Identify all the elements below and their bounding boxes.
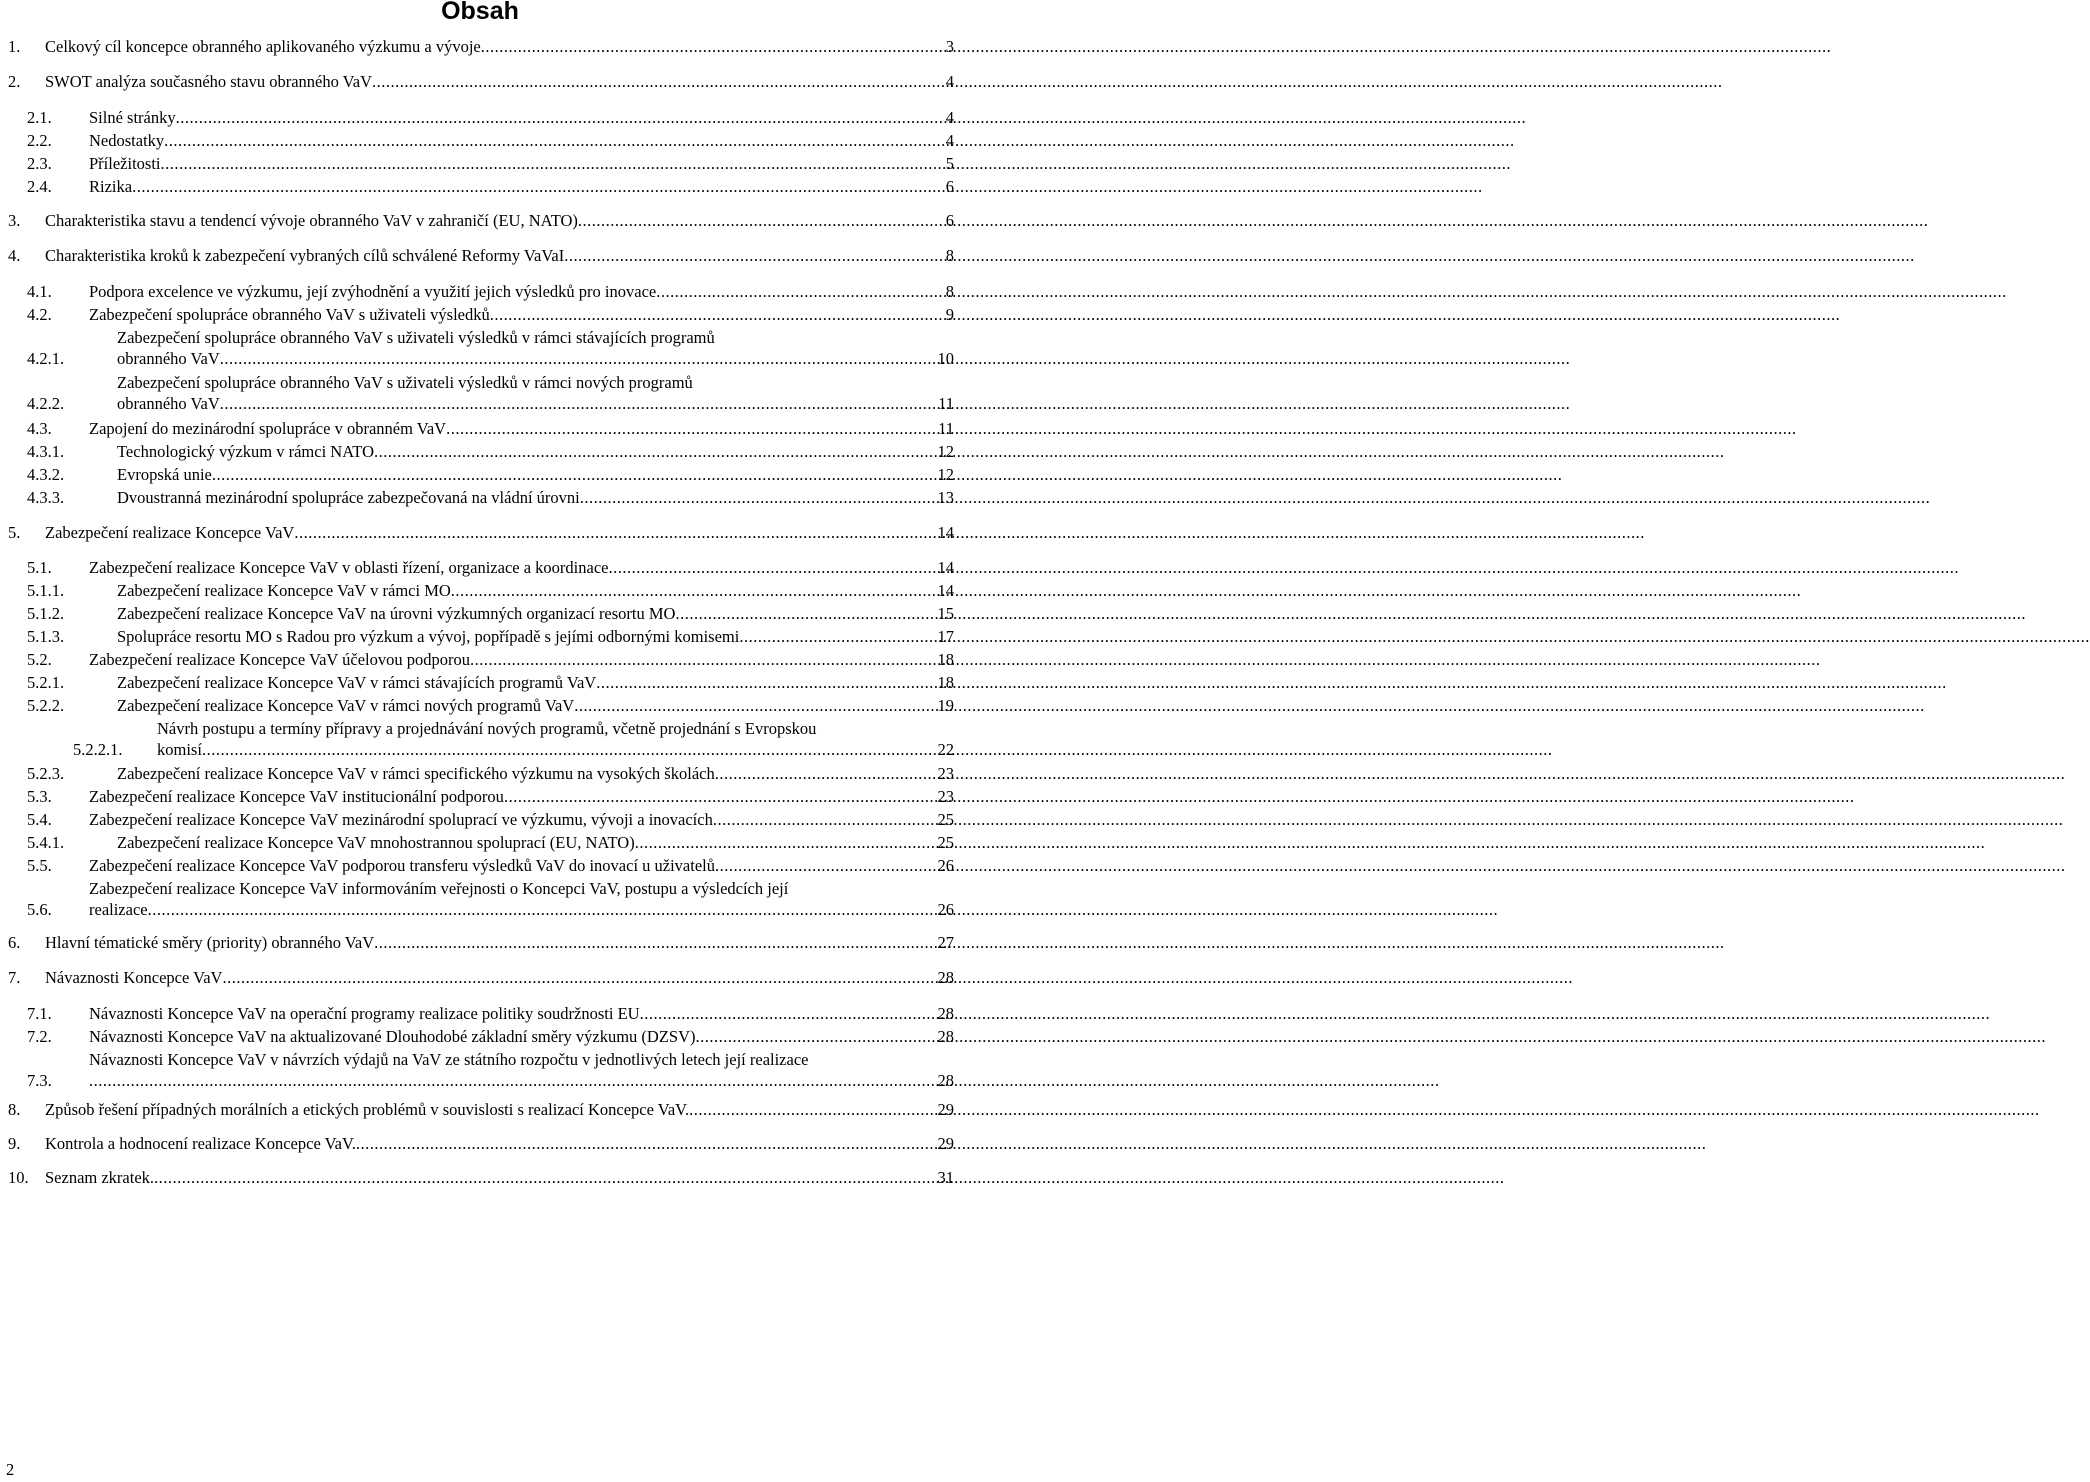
toc-entry-number: 6. [8, 933, 21, 952]
toc-entry[interactable] [27, 107, 954, 128]
toc-dot-leader [578, 210, 944, 231]
toc-entry-text: Zabezpečení realizace Koncepce VaV v rámci stávajících programů VaV [117, 673, 597, 692]
toc-dot-leader [294, 522, 935, 543]
toc-entry[interactable] [8, 210, 954, 231]
toc-dot-leader [356, 1133, 936, 1154]
toc-entry-page: 18 [937, 650, 954, 669]
toc-dot-leader [574, 695, 935, 716]
toc-entry-number: 5.1. [27, 558, 52, 577]
toc-entry[interactable] [27, 603, 954, 624]
toc-dot-leader [372, 71, 944, 92]
toc-entry-number: 4.2. [27, 305, 52, 324]
toc-entry-page: 28 [937, 1071, 954, 1090]
toc-entry[interactable] [27, 176, 954, 197]
toc-entry-text: Příležitosti [89, 154, 161, 173]
toc-entry[interactable] [8, 245, 954, 266]
toc-entry-text: Kontrola a hodnocení realizace Koncepce VaV. [45, 1134, 356, 1153]
toc-dot-leader [374, 441, 936, 462]
toc-entry-number: 1. [8, 37, 21, 56]
toc-entry-text: Hlavní tématické směry (priority) obranného VaV [45, 933, 375, 952]
toc-entry-number: 9. [8, 1134, 21, 1153]
toc-entry[interactable] [27, 441, 954, 462]
toc-dot-leader [596, 672, 935, 693]
toc-dot-leader [89, 1070, 936, 1091]
toc-entry[interactable] [27, 763, 954, 784]
toc-entry-text: Zabezpečení realizace Koncepce VaV podporou transferu výsledků VaV do inovací u uživatelů [89, 856, 716, 875]
toc-entry[interactable] [27, 487, 954, 508]
toc-entry-text: Zabezpečení realizace Koncepce VaV v rámci MO [117, 581, 451, 600]
toc-entry-number: 5.1.2. [27, 604, 65, 623]
toc-dot-leader [470, 649, 936, 670]
toc-entry-number: 4.3.3. [27, 488, 65, 507]
toc-entry[interactable] [8, 967, 954, 988]
toc-entry-page: 25 [937, 810, 954, 829]
toc-entry-text: Způsob řešení případných morálních a etických problémů v souvislosti s realizací Koncepce VaV. [45, 1100, 690, 1119]
toc-entry-text: Zabezpečení spolupráce obranného VaV s uživateli výsledků v rámci stávajících programů [117, 328, 715, 347]
toc-entry[interactable] [27, 649, 954, 670]
toc-entry[interactable] [27, 1026, 954, 1047]
page-number: 2 [6, 1460, 15, 1479]
page-title: Obsah [441, 0, 519, 25]
toc-entry[interactable] [27, 878, 954, 920]
toc-entry-number: 5.6. [27, 900, 52, 919]
toc-entry-text: Celkový cíl koncepce obranného aplikovaného výzkumu a vývoje [45, 37, 481, 56]
toc-entry-number: 2.3. [27, 154, 52, 173]
toc-entry-text: Zabezpečení realizace Koncepce VaV institucionální podporou [89, 787, 504, 806]
toc-entry-page: 4 [945, 72, 954, 91]
toc-entry[interactable] [27, 809, 954, 830]
toc-entry-number: 5.2.2.1. [73, 740, 123, 759]
toc-entry-number: 5.4.1. [27, 833, 65, 852]
toc-entry[interactable] [27, 153, 954, 174]
toc-dot-leader [689, 1099, 935, 1120]
toc-entry-text: Návaznosti Koncepce VaV v návrzích výdajů na VaV ze státního rozpočtu v jednotlivých letech její realizace [89, 1050, 809, 1069]
toc-entry-number: 5.2.2. [27, 696, 65, 715]
toc-entry-number: 10. [8, 1168, 29, 1187]
toc-entry-number: 5.3. [27, 787, 52, 806]
toc-entry-page: 4 [945, 131, 954, 150]
toc-entry-text: Seznam zkratek. [45, 1168, 155, 1187]
toc-entry-text: Zabezpečení realizace Koncepce VaV mnohostrannou spoluprací (EU, NATO) [117, 833, 635, 852]
toc-entry-text: Zabezpečení realizace Koncepce VaV účelovou podporou [89, 650, 470, 669]
toc-entry[interactable] [27, 672, 954, 693]
toc-entry-page: 31 [937, 1168, 954, 1187]
toc-entry[interactable] [27, 580, 954, 601]
toc-entry-number: 7. [8, 968, 21, 987]
toc-entry-page: 26 [937, 900, 954, 919]
toc-dot-leader [580, 487, 936, 508]
toc-dot-leader [696, 1026, 936, 1047]
toc-entry-page: 17 [937, 627, 954, 646]
toc-dot-leader [713, 809, 936, 830]
toc-entry-number: 4.1. [27, 282, 52, 301]
toc-entry-number: 4.3.1. [27, 442, 65, 461]
toc-entry-text: Nedostatky [89, 131, 165, 150]
toc-dot-leader [564, 245, 944, 266]
toc-entry-text-continued: realizace [89, 900, 148, 919]
toc-dot-leader [715, 763, 936, 784]
toc-entry-number: 2.2. [27, 131, 52, 150]
toc-entry-text: Zabezpečení realizace Koncepce VaV [45, 523, 295, 542]
toc-entry-page: 25 [937, 833, 954, 852]
toc-dot-leader [481, 36, 944, 57]
toc-entry-number: 8. [8, 1100, 21, 1119]
toc-entry-number: 4.3. [27, 419, 52, 438]
toc-entry-number: 5.2.1. [27, 673, 65, 692]
toc-entry[interactable] [27, 1003, 954, 1024]
toc-entry[interactable] [8, 71, 954, 92]
toc-entry-number: 5.4. [27, 810, 52, 829]
toc-dot-leader [164, 130, 944, 151]
toc-dot-leader [154, 1167, 935, 1188]
toc-entry[interactable] [8, 36, 954, 57]
toc-entry-page: 29 [937, 1100, 954, 1119]
toc-dot-leader [132, 176, 944, 197]
toc-entry-page: 28 [937, 1027, 954, 1046]
toc-entry-page: 28 [937, 968, 954, 987]
toc-entry[interactable] [27, 372, 954, 414]
toc-entry-text: Zabezpečení realizace Koncepce VaV informováním veřejnosti o Koncepci VaV, postupu a výsledcích její [89, 879, 789, 898]
toc-entry-number: 4.2.2. [27, 394, 65, 413]
toc-entry[interactable] [27, 626, 954, 647]
toc-dot-leader [715, 855, 935, 876]
toc-entry-page: 27 [937, 933, 954, 952]
toc-entry-text: Charakteristika kroků k zabezpečení vybraných cílů schválené Reformy VaVaI [45, 246, 565, 265]
toc-entry-number: 5.2.3. [27, 764, 65, 783]
toc-entry-page: 26 [937, 856, 954, 875]
toc-entry-text: Rizika [89, 177, 133, 196]
toc-dot-leader [608, 557, 935, 578]
toc-entry-text: Silné stránky [89, 108, 176, 127]
toc-entry-number: 2.1. [27, 108, 52, 127]
toc-entry-number: 5. [8, 523, 21, 542]
toc-dot-leader [675, 603, 935, 624]
toc-entry-text: Dvoustranná mezinárodní spolupráce zabezpečovaná na vládní úrovni [117, 488, 580, 507]
toc-entry[interactable] [27, 130, 954, 151]
toc-dot-leader [202, 739, 936, 760]
toc-entry-page: 12 [937, 465, 954, 484]
toc-entry-page: 9 [945, 305, 954, 324]
toc-entry-number: 2.4. [27, 177, 52, 196]
toc-entry-page: 10 [937, 349, 954, 368]
toc-entry-text: Zabezpečení realizace Koncepce VaV v oblasti řízení, organizace a koordinace [89, 558, 609, 577]
toc-entry[interactable] [27, 557, 954, 578]
toc-entry-text: Zabezpečení realizace Koncepce VaV v rámci nových programů VaV [117, 696, 575, 715]
toc-dot-leader [148, 899, 936, 920]
toc-entry-number: 4.2.1. [27, 349, 65, 368]
toc-entry-page: 18 [937, 673, 954, 692]
toc-entry-text: SWOT analýza současného stavu obranného VaV [45, 72, 373, 91]
toc-entry-text-continued: obranného VaV [117, 394, 220, 413]
toc-entry-text: Zabezpečení spolupráce obranného VaV s uživateli výsledků [89, 305, 490, 324]
toc-entry[interactable] [8, 1167, 954, 1188]
toc-entry-page: 4 [945, 108, 954, 127]
toc-entry-text: Evropská unie [117, 465, 212, 484]
toc-entry-text: Návaznosti Koncepce VaV na operační programy realizace politiky soudržnosti EU [89, 1004, 640, 1023]
toc-entry-text-continued: komisí [157, 740, 202, 759]
toc-entry-page: 28 [937, 1004, 954, 1023]
toc-entry-number: 3. [8, 211, 21, 230]
toc-entry-number: 5.5. [27, 856, 52, 875]
toc-dot-leader [446, 418, 936, 439]
toc-entry-text: Zabezpečení realizace Koncepce VaV v rámci specifického výzkumu na vysokých školách [117, 764, 715, 783]
toc-entry-page: 19 [937, 696, 954, 715]
toc-entry-text: Zapojení do mezinárodní spolupráce v obranném VaV [89, 419, 447, 438]
toc-entry-page: 23 [937, 764, 954, 783]
toc-dot-leader [212, 464, 936, 485]
toc-entry-number: 4.3.2. [27, 465, 65, 484]
toc-entry-page: 8 [945, 246, 954, 265]
toc-dot-leader [374, 932, 935, 953]
toc-dot-leader [222, 967, 935, 988]
toc-entry[interactable] [73, 718, 954, 760]
toc-entry-text: Návaznosti Koncepce VaV [45, 968, 223, 987]
toc-entry-page: 5 [945, 154, 954, 173]
toc-entry-number: 4. [8, 246, 21, 265]
toc-entry[interactable] [27, 281, 954, 302]
toc-entry-page: 14 [937, 523, 954, 542]
toc-entry-page: 15 [937, 604, 954, 623]
toc-entry-page: 29 [937, 1134, 954, 1153]
toc-dot-leader [656, 281, 944, 302]
toc-entry[interactable] [8, 522, 954, 543]
toc-entry[interactable] [8, 932, 954, 953]
toc-dot-leader [451, 580, 936, 601]
toc-dot-leader [220, 393, 936, 414]
toc-entry-number: 5.1.1. [27, 581, 65, 600]
toc-entry[interactable] [8, 1133, 954, 1154]
toc-dot-leader [504, 786, 936, 807]
toc-entry[interactable] [27, 786, 954, 807]
toc-entry-number: 5.1.3. [27, 627, 65, 646]
toc-dot-leader [220, 348, 936, 369]
toc-entry-number: 7.1. [27, 1004, 52, 1023]
toc-entry[interactable] [8, 1099, 954, 1120]
toc-entry-text-continued: obranného VaV [117, 349, 220, 368]
toc-entry-text: Zabezpečení realizace Koncepce VaV na úrovni výzkumných organizací resortu MO [117, 604, 676, 623]
toc-entry-page: 11 [938, 394, 954, 413]
toc-entry-number: 2. [8, 72, 21, 91]
toc-entry-number: 5.2. [27, 650, 52, 669]
toc-entry[interactable] [27, 832, 954, 853]
toc-entry[interactable] [27, 1049, 954, 1091]
toc-entry[interactable] [27, 418, 954, 439]
toc-entry-number: 7.2. [27, 1027, 52, 1046]
toc-entry-text: Zabezpečení spolupráce obranného VaV s uživateli výsledků v rámci nových programů [117, 373, 693, 392]
toc-entry-text: Návaznosti Koncepce VaV na aktualizované Dlouhodobé základní směry výzkumu (DZSV) [89, 1027, 696, 1046]
toc-entry-text: Spolupráce resortu MO s Radou pro výzkum a vývoj, popřípadě s jejími odbornými komisemi [117, 627, 740, 646]
toc-entry-page: 14 [937, 558, 954, 577]
toc-dot-leader [640, 1003, 936, 1024]
toc-entry[interactable] [27, 695, 954, 716]
toc-entry-text: Technologický výzkum v rámci NATO [117, 442, 374, 461]
toc-entry-text: Charakteristika stavu a tendencí vývoje obranného VaV v zahraničí (EU, NATO) [45, 211, 578, 230]
toc-entry-text: Zabezpečení realizace Koncepce VaV mezinárodní spoluprací ve výzkumu, vývoji a inovacích [89, 810, 713, 829]
toc-entry[interactable] [27, 855, 954, 876]
toc-entry-text: Návrh postupu a termíny přípravy a projednávání nových programů, včetně projednání s Evropskou [157, 719, 817, 738]
toc-dot-leader [176, 107, 944, 128]
toc-entry-page: 3 [945, 37, 954, 56]
toc-entry-page: 8 [945, 282, 954, 301]
toc-entry-page: 6 [945, 177, 954, 196]
toc-entry-page: 23 [937, 787, 954, 806]
toc-dot-leader [161, 153, 944, 174]
toc-entry[interactable] [27, 464, 954, 485]
toc-dot-leader [739, 626, 935, 647]
toc-entry-number: 7.3. [27, 1071, 52, 1090]
toc-entry-page: 13 [937, 488, 954, 507]
toc-entry[interactable] [27, 304, 954, 325]
toc-dot-leader [635, 832, 936, 853]
toc-entry-page: 12 [937, 442, 954, 461]
toc-dot-leader [490, 304, 944, 325]
toc-entry-text: Podpora excelence ve výzkumu, její zvýhodnění a využití jejich výsledků pro inovace [89, 282, 657, 301]
toc-entry-page: 11 [938, 419, 954, 438]
toc-entry-page: 14 [937, 581, 954, 600]
toc-entry-page: 22 [937, 740, 954, 759]
toc-entry-page: 6 [945, 211, 954, 230]
toc-entry[interactable] [27, 327, 954, 369]
